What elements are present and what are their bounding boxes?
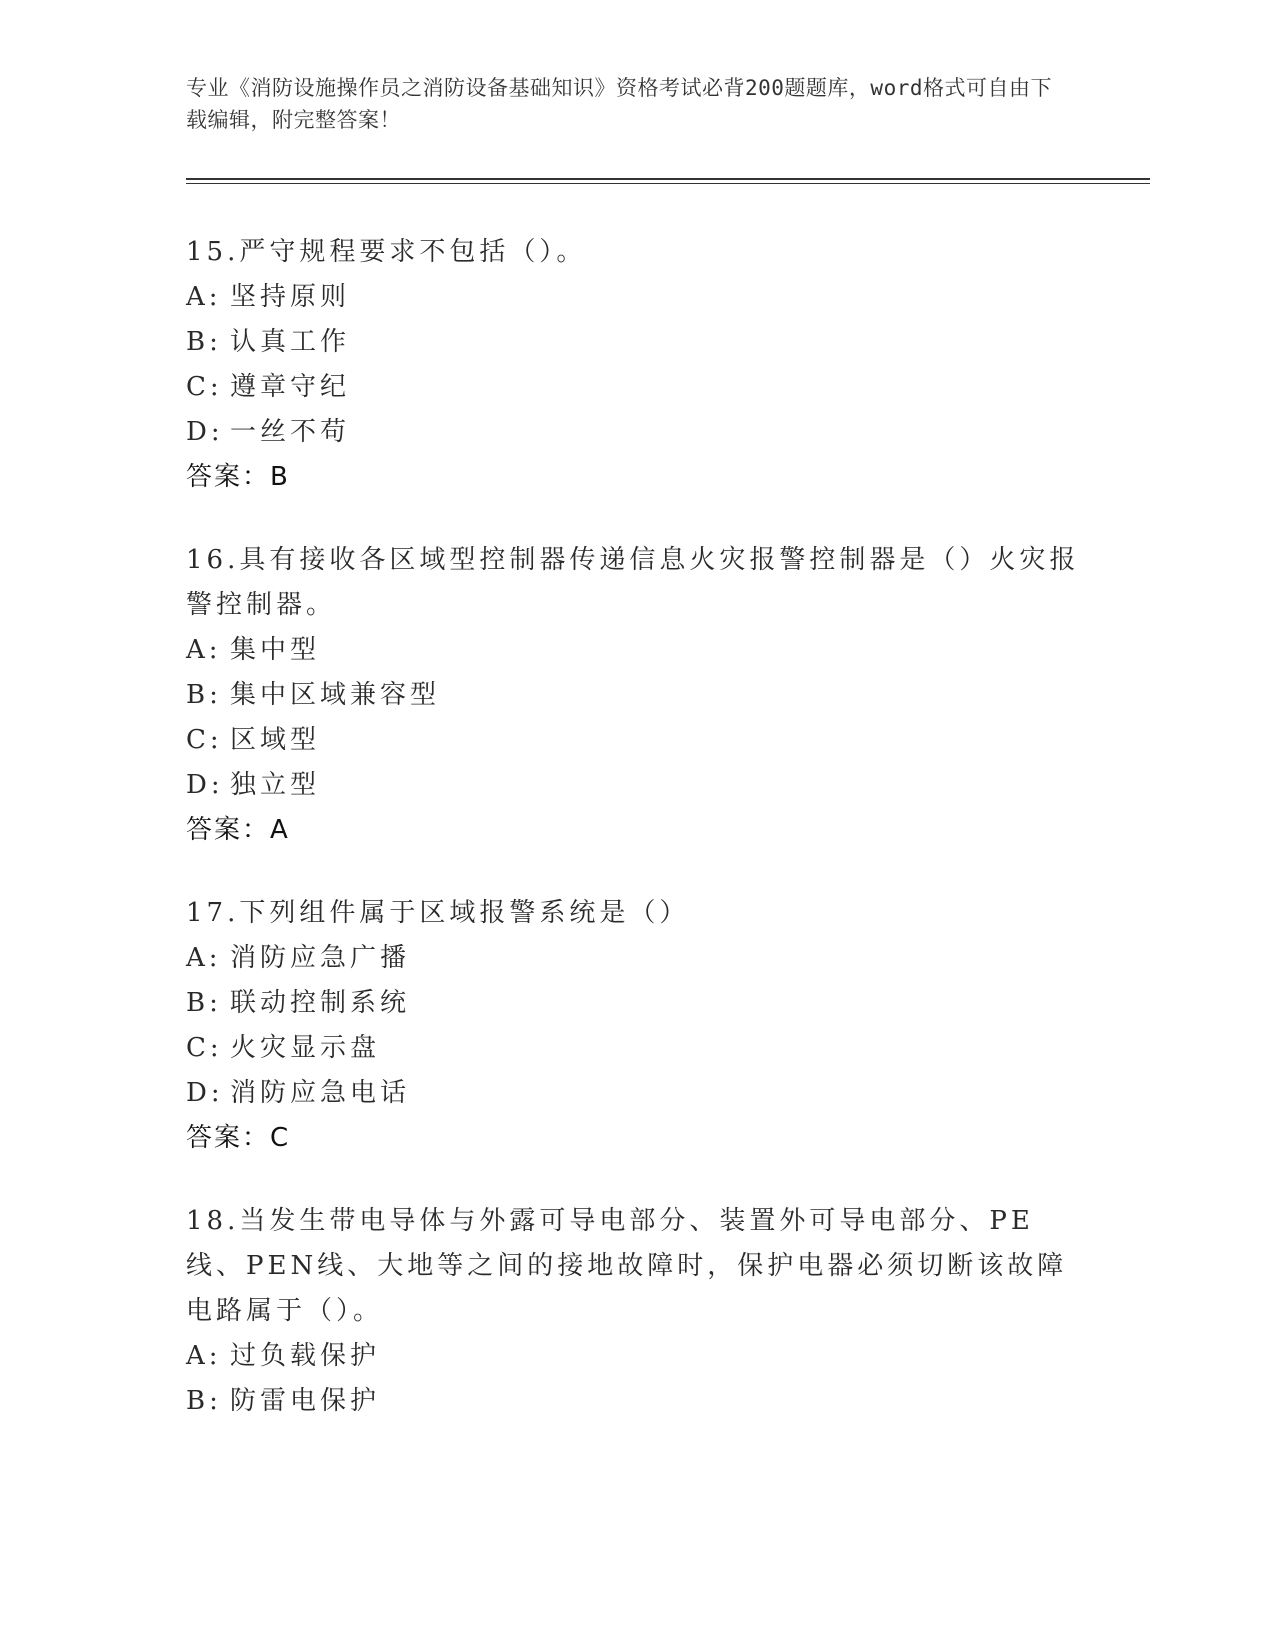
header-divider-thin: [186, 183, 1150, 184]
option-letter: B:: [186, 988, 222, 1018]
option-c: [186, 718, 1086, 763]
option-letter: A:: [186, 943, 222, 973]
option-text: 过负载保护: [230, 1341, 381, 1371]
option-letter: C:: [186, 372, 223, 402]
option-letter: B:: [186, 327, 222, 357]
option-b: [186, 673, 1086, 718]
option-text: 防雷电保护: [230, 1386, 381, 1416]
option-b: [186, 320, 1086, 365]
answer-line: 答案：B: [186, 462, 290, 492]
question-text: 17.下列组件属于区域报警系统是（）: [186, 898, 690, 928]
option-letter: B:: [186, 1386, 222, 1416]
question-text: 15.严守规程要求不包括（）。: [186, 237, 587, 267]
option-b: [186, 981, 1086, 1026]
option-text: 集中区域兼容型: [230, 680, 441, 710]
option-text: 火灾显示盘: [230, 1033, 381, 1063]
option-text: 集中型: [230, 635, 321, 665]
header-divider-thick: [186, 178, 1150, 180]
option-a: [186, 936, 1086, 981]
question-text: 16.具有接收各区域型控制器传递信息火灾报警控制器是（）火灾报警控制器。: [186, 545, 1080, 620]
option-c: [186, 1026, 1086, 1071]
question-16: [186, 538, 1086, 853]
option-text: 遵章守纪: [230, 372, 351, 402]
option-d: [186, 1071, 1086, 1116]
option-text: 认真工作: [230, 327, 351, 357]
option-c: [186, 365, 1086, 410]
option-text: 消防应急电话: [230, 1078, 411, 1108]
option-d: [186, 410, 1086, 455]
question-15: [186, 230, 1086, 500]
option-letter: D:: [186, 417, 224, 447]
question-text: 18.当发生带电导体与外露可导电部分、装置外可导电部分、PE线、PEN线、大地等之间的接地故障时，保护电器必须切断该故障电路属于（）。: [186, 1206, 1068, 1326]
option-letter: D:: [186, 1078, 224, 1108]
question-17: [186, 891, 1086, 1161]
option-letter: A:: [186, 282, 222, 312]
option-a: [186, 628, 1086, 673]
option-letter: B:: [186, 680, 222, 710]
option-text: 坚持原则: [230, 282, 351, 312]
option-a: [186, 275, 1086, 320]
option-a: [186, 1334, 1086, 1379]
option-letter: D:: [186, 770, 224, 800]
option-letter: C:: [186, 1033, 223, 1063]
answer-line: 答案：A: [186, 815, 290, 845]
option-text: 消防应急广播: [230, 943, 411, 973]
option-text: 一丝不苟: [230, 417, 351, 447]
option-letter: C:: [186, 725, 223, 755]
question-list: [186, 230, 1086, 1462]
option-d: [186, 763, 1086, 808]
option-text: 独立型: [230, 770, 321, 800]
answer-line: 答案：C: [186, 1123, 291, 1153]
option-letter: A:: [186, 1341, 222, 1371]
option-text: 区域型: [230, 725, 321, 755]
option-b: [186, 1379, 1086, 1424]
question-18: [186, 1199, 1086, 1424]
option-text: 联动控制系统: [230, 988, 411, 1018]
document-header: 专业《消防设施操作员之消防设备基础知识》资格考试必背200题题库，word格式可自由下载编辑，附完整答案！: [186, 76, 1052, 132]
option-letter: A:: [186, 635, 222, 665]
